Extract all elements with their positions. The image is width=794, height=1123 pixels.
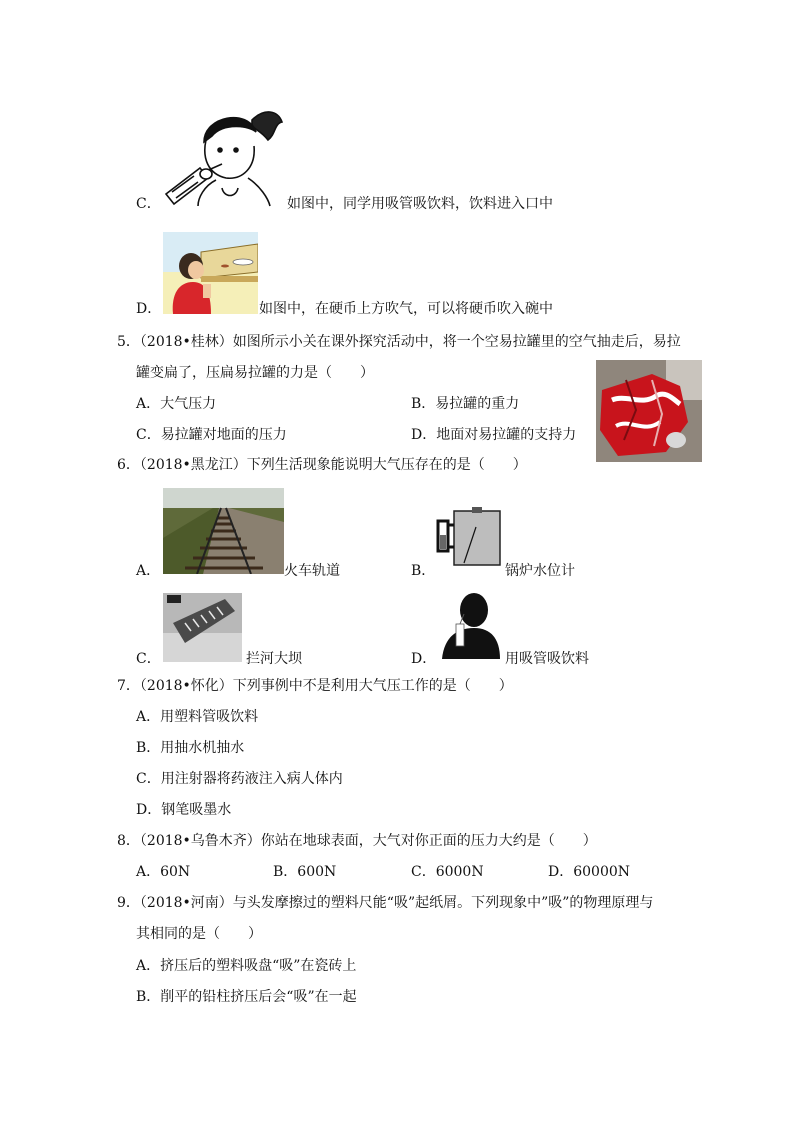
q6-option-b-label: B． <box>411 563 436 579</box>
girl-drinking-straw-figure <box>164 102 286 208</box>
q4-option-d-label: D． <box>136 301 162 317</box>
q8-option-c: C．6000N <box>411 864 484 880</box>
q9-option-a: A．挤压后的塑料吸盘“吸”在瓷砖上 <box>136 958 357 974</box>
q9-option-b: B．削平的铅柱挤压后会“吸”在一起 <box>136 989 357 1005</box>
q6-option-b-text: 锅炉水位计 <box>505 563 575 579</box>
q6-option-d-label: D． <box>411 651 437 667</box>
q7-option-d: D．钢笔吸墨水 <box>136 802 232 818</box>
q6-option-a-label: A． <box>136 563 161 579</box>
q4-option-c-text: 如图中，同学用吸管吸饮料，饮料进入口中 <box>287 196 553 212</box>
q6-option-d-text: 用吸管吸饮料 <box>505 651 589 667</box>
boiler-water-gauge-photo <box>436 507 504 570</box>
q7-option-b: B．用抽水机抽水 <box>136 740 245 756</box>
q6-option-a-text: 火车轨道 <box>284 563 340 579</box>
crushed-can-photo <box>596 360 702 462</box>
q7-option-c: C．用注射器将药液注入病人体内 <box>136 771 343 787</box>
child-drinking-silhouette-photo <box>436 590 500 659</box>
q4-option-c-label: C． <box>136 196 161 212</box>
girl-blowing-coin-figure <box>163 232 258 314</box>
q5-option-d: D．地面对易拉罐的支持力 <box>411 427 577 443</box>
q6-option-c-label: C． <box>136 651 161 667</box>
q5-stem-line1: 5．（2018•桂林）如图所示小关在课外探究活动中，将一个空易拉罐里的空气抽走后，易拉 <box>117 334 681 350</box>
q7-stem: 7．（2018•怀化）下列事例中不是利用大气压工作的是（ ） <box>117 678 513 694</box>
q7-option-a: A．用塑料管吸饮料 <box>136 709 259 725</box>
q8-option-a: A．60N <box>136 864 191 880</box>
q5-option-b: B．易拉罐的重力 <box>411 396 520 412</box>
river-dam-photo <box>163 593 242 662</box>
q6-stem: 6．（2018•黑龙江）下列生活现象能说明大气压存在的是（ ） <box>117 457 527 473</box>
q5-stem-line2: 罐变扁了，压扁易拉罐的力是（ ） <box>136 365 374 381</box>
q9-stem-line2: 其相同的是（ ） <box>136 926 262 942</box>
q5-option-a: A．大气压力 <box>136 396 217 412</box>
q8-stem: 8．（2018•乌鲁木齐）你站在地球表面，大气对你正面的压力大约是（ ） <box>117 833 597 849</box>
q6-option-c-text: 拦河大坝 <box>246 651 302 667</box>
q5-option-c: C．易拉罐对地面的压力 <box>136 427 287 443</box>
q8-option-b: B．600N <box>273 864 337 880</box>
q9-stem-line1: 9．（2018•河南）与头发摩擦过的塑料尺能“吸”起纸屑。下列现象中”吸”的物理原理与 <box>117 895 654 911</box>
q8-option-d: D．60000N <box>548 864 631 880</box>
railway-track-photo <box>163 488 284 574</box>
q4-option-d-text: 如图中，在硬币上方吹气，可以将硬币吹入碗中 <box>259 301 553 317</box>
